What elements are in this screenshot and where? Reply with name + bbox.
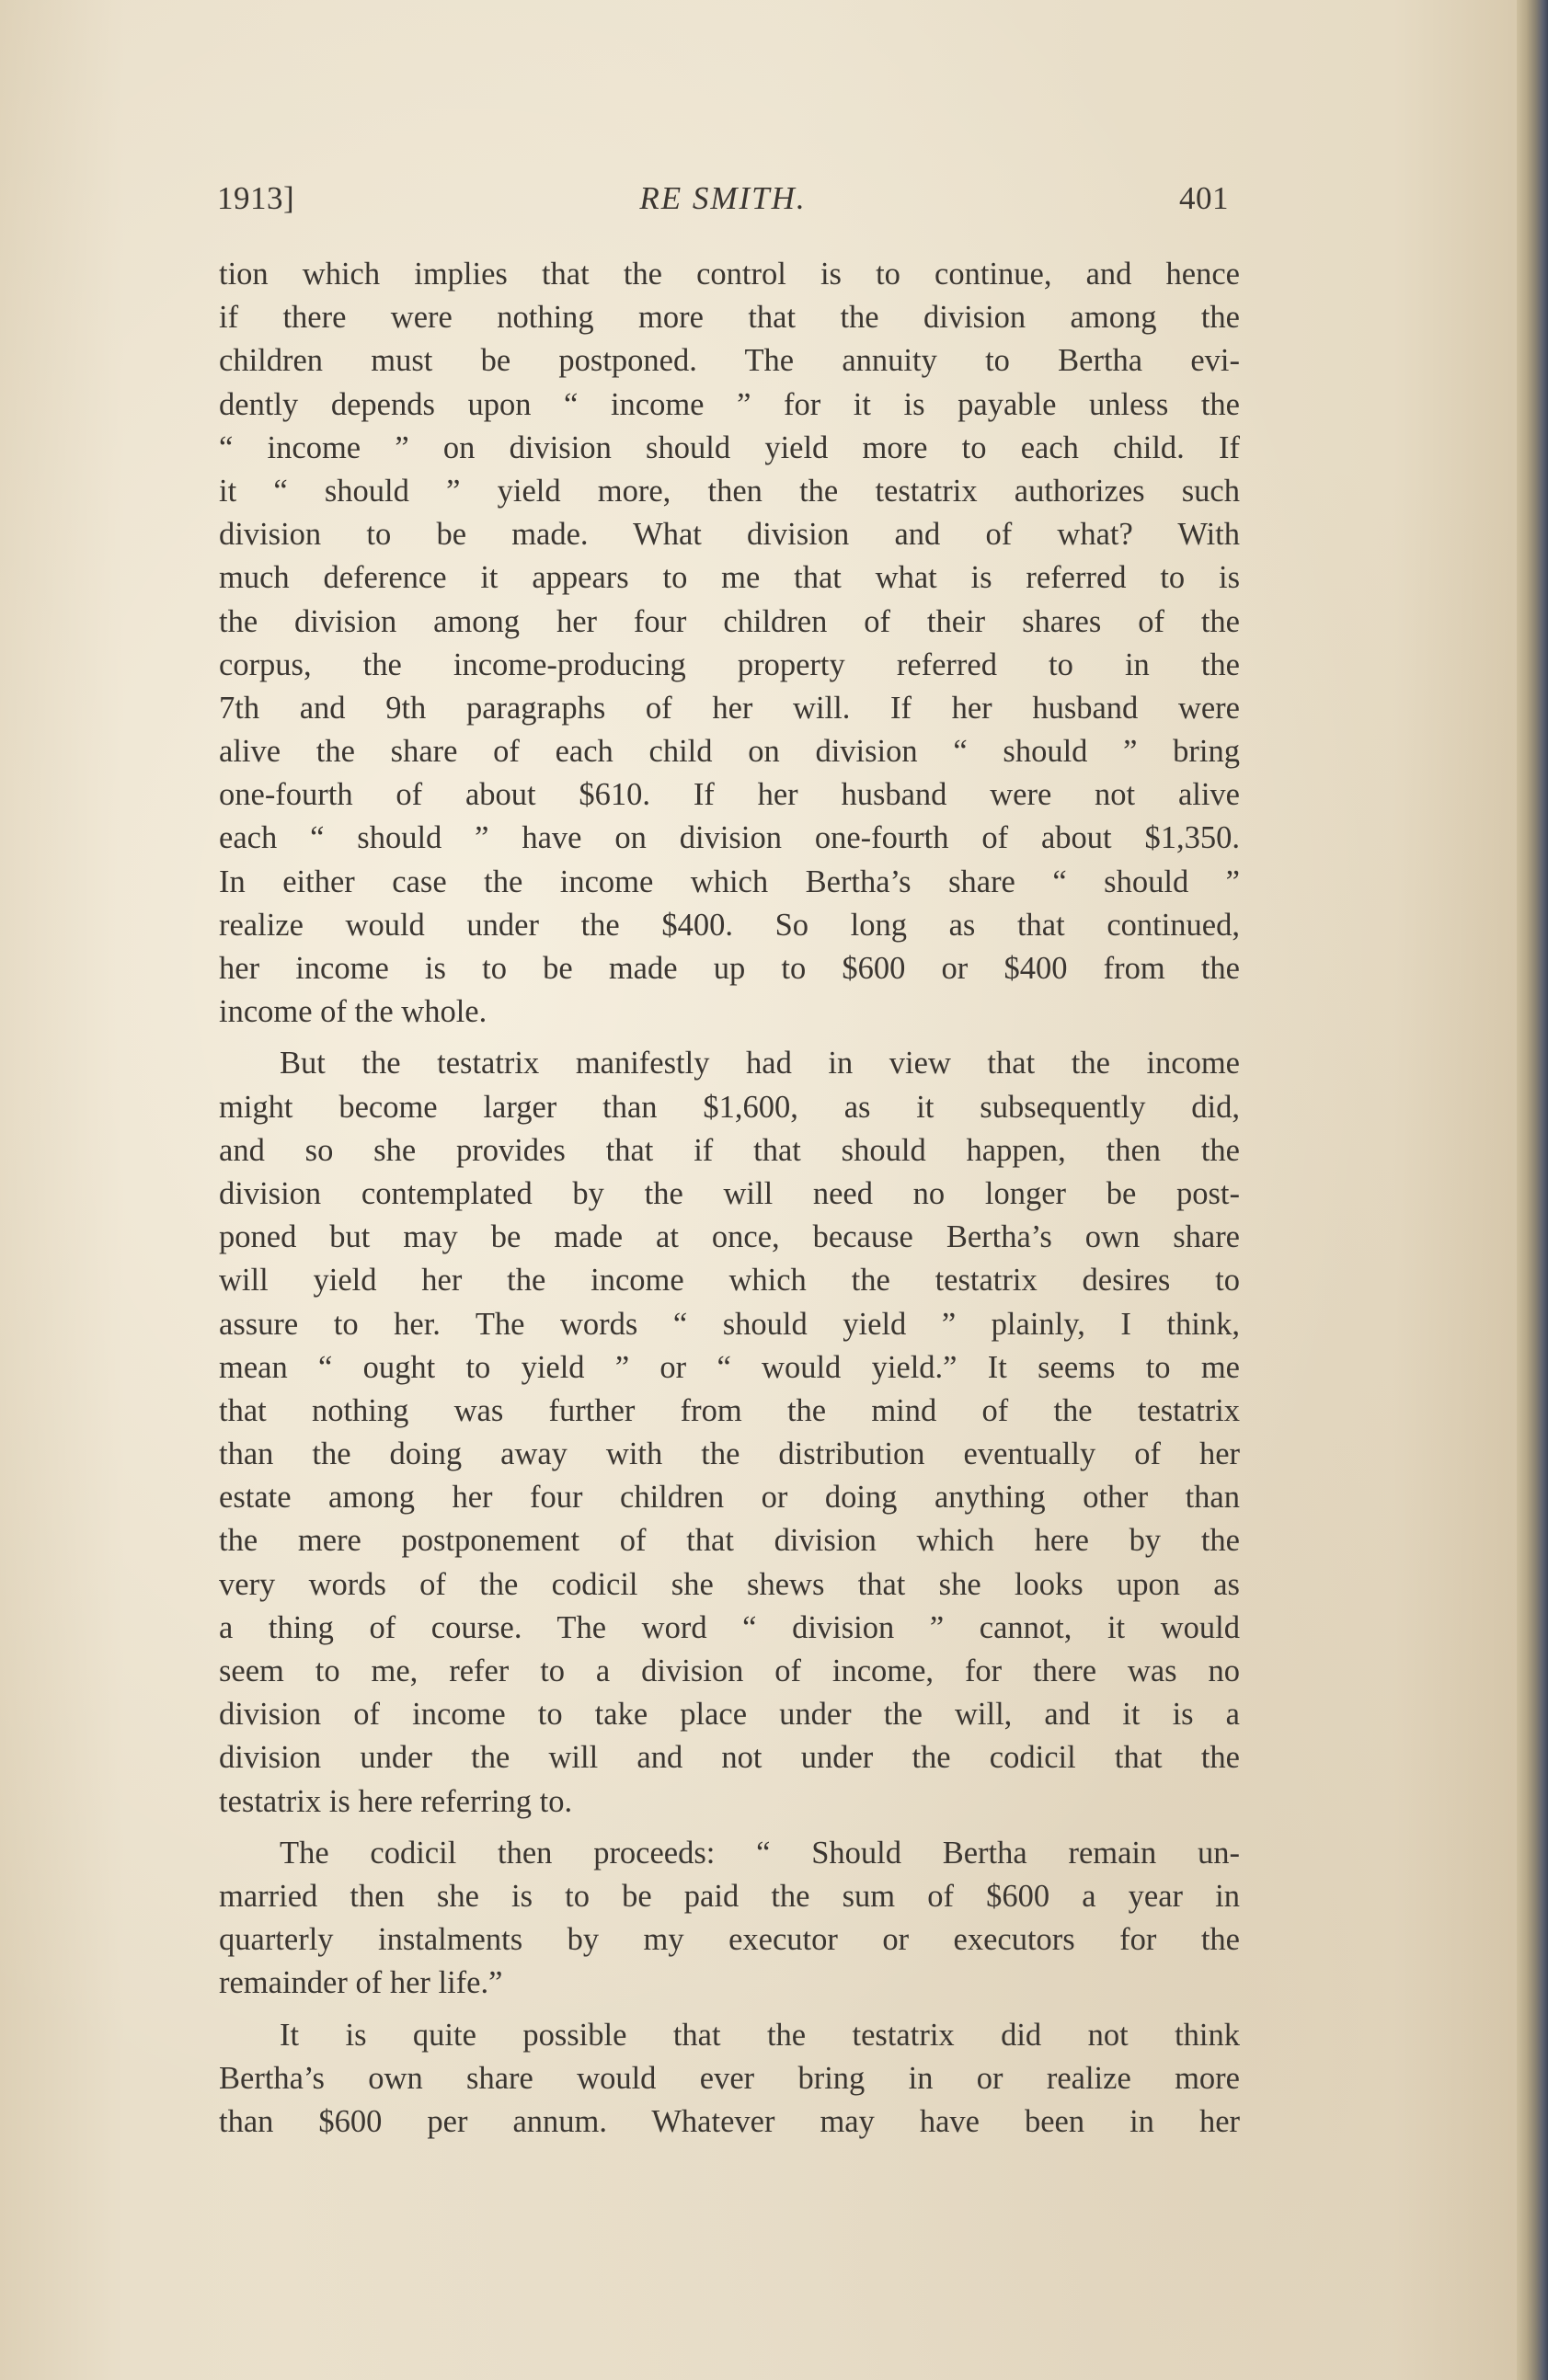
text-line: income of the whole. [219, 994, 487, 1030]
text-line: very words of the codicil she shews that she looks upon as [219, 1566, 1240, 1602]
text-line: mean “ ought to yield ” or “ would yield.” It seems to me [219, 1349, 1240, 1385]
text-line: quarterly instalments by my executor or executors for the [219, 1922, 1240, 1958]
text-line: remainder of her life.” [219, 1965, 503, 2001]
text-line: division under the will and not under the codicil that the [219, 1740, 1240, 1776]
paragraph [219, 253, 1240, 1034]
text-line: children must be postponed. The annuity to Bertha evi- [219, 343, 1240, 379]
text-line: The codicil then proceeds: “ Should Bertha remain un- [280, 1835, 1240, 1871]
text-line: might become larger than $1,600, as it subsequently did, [219, 1089, 1240, 1125]
text-line: 7th and 9th paragraphs of her will. If her husband were [219, 690, 1240, 726]
text-line: the mere postponement of that division which here by the [219, 1523, 1240, 1559]
text-line: testatrix is here referring to. [219, 1783, 573, 1819]
paragraph [219, 1832, 1240, 2006]
text-line: than the doing away with the distribution eventually of her [219, 1436, 1240, 1472]
text-line: married then she is to be paid the sum of $600 a year in [219, 1878, 1240, 1914]
text-line: estate among her four children or doing anything other than [219, 1480, 1240, 1516]
text-line: much deference it appears to me that what is referred to is [219, 560, 1240, 596]
text-line: assure to her. The words “ should yield ” plainly, I think, [219, 1306, 1240, 1342]
text-line: if there were nothing more that the division among the [219, 300, 1240, 336]
text-line: and so she provides that if that should happen, then the [219, 1132, 1240, 1168]
book-binding-edge [1517, 0, 1548, 2380]
paragraph-gap [219, 1034, 1240, 1042]
text-line: division of income to take place under the will, and it is a [219, 1697, 1240, 1733]
paragraph [219, 2014, 1240, 2145]
running-header [217, 180, 1229, 224]
text-line: It is quite possible that the testatrix did not think [280, 2017, 1240, 2053]
paragraph-gap [219, 2006, 1240, 2014]
paragraph-gap [219, 1824, 1240, 1832]
header-case-title: RE SMITH. [639, 180, 807, 216]
text-line: corpus, the income-producing property referred to in the [219, 646, 1240, 682]
text-line: her income is to be made up to $600 or $400 from the [219, 951, 1240, 986]
header-page-number: 401 [1179, 180, 1229, 216]
text-line: dently depends upon “ income ” for it is payable unless the [219, 386, 1240, 422]
text-line: seem to me, refer to a division of income, for there was no [219, 1653, 1240, 1688]
text-line: poned but may be made at once, because Bertha’s own share [219, 1219, 1240, 1255]
body-text [219, 253, 1240, 2144]
text-line: division to be made. What division and of what? With [219, 517, 1240, 553]
text-line: the division among her four children of their shares of the [219, 603, 1240, 639]
text-line: In either case the income which Bertha’s share “ should ” [219, 864, 1240, 899]
text-line: will yield her the income which the testatrix desires to [219, 1263, 1240, 1299]
text-line: realize would under the $400. So long as that continued, [219, 907, 1240, 943]
paragraph [219, 1042, 1240, 1823]
text-line: each “ should ” have on division one-fourth of about $1,350. [219, 820, 1240, 856]
text-line: it “ should ” yield more, then the testatrix authorizes such [219, 473, 1240, 509]
text-line: Bertha’s own share would ever bring in or realize more [219, 2060, 1240, 2096]
text-line: than $600 per annum. Whatever may have been in her [219, 2103, 1240, 2139]
text-line: one-fourth of about $610. If her husband were not alive [219, 777, 1240, 813]
text-line: “ income ” on division should yield more to each child. If [219, 429, 1240, 465]
text-line: But the testatrix manifestly had in view that the income [280, 1046, 1240, 1081]
text-line: division contemplated by the will need no longer be post- [219, 1175, 1240, 1211]
text-line: a thing of course. The word “ division ” cannot, it would [219, 1609, 1240, 1645]
text-line: alive the share of each child on division “ should ” bring [219, 734, 1240, 770]
text-line: tion which implies that the control is to continue, and hence [219, 257, 1240, 292]
header-year: 1913] [217, 180, 295, 216]
text-line: that nothing was further from the mind of the testatrix [219, 1392, 1240, 1428]
